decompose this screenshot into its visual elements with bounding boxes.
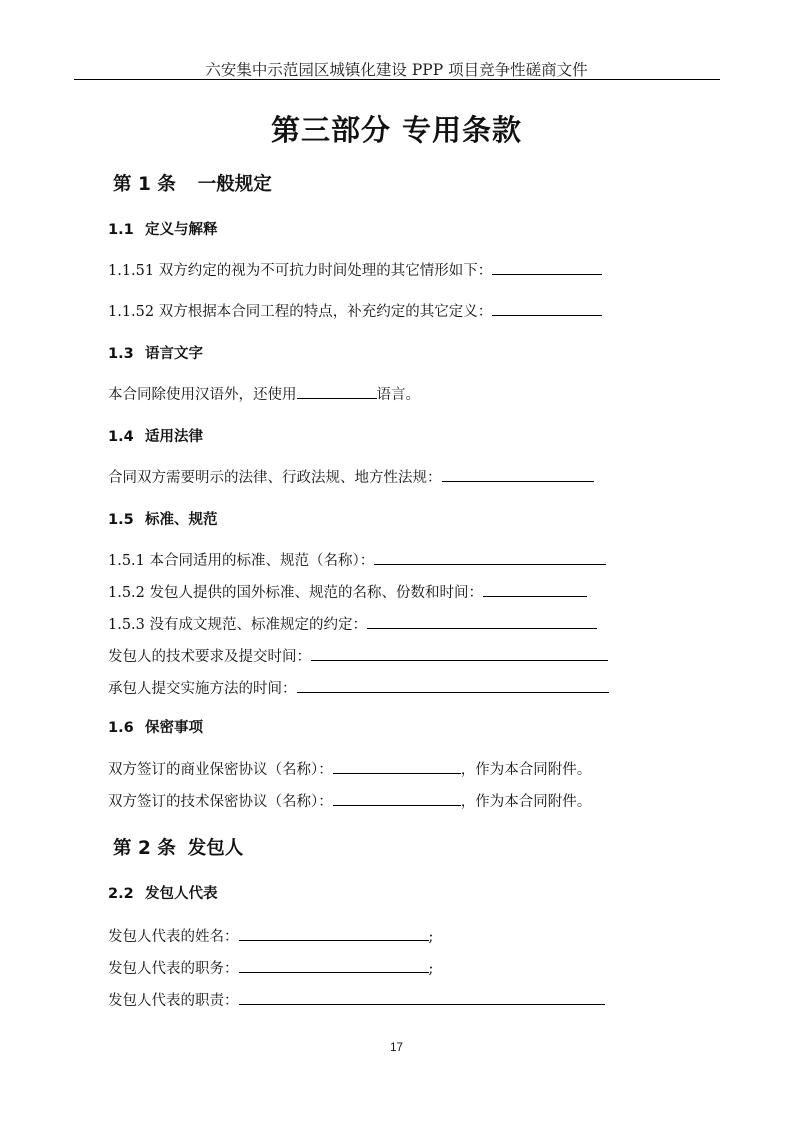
- clause-commercial-confidentiality: [108, 758, 591, 779]
- section-title: 标准、规范: [145, 512, 218, 528]
- section-title: 发包人代表: [145, 886, 218, 902]
- clause-1-1-52: [108, 300, 602, 321]
- fill-blank[interactable]: [492, 303, 602, 316]
- clause-text: 承包人提交实施方法的时间：: [108, 681, 297, 697]
- article-2-title: 发包人: [187, 838, 244, 859]
- clause-1-5-3: [108, 613, 597, 634]
- section-number: 1.3: [108, 346, 134, 362]
- section-number: 2.2: [108, 886, 134, 902]
- clause-text: 发包人代表的姓名：: [108, 929, 239, 945]
- section-2-2-heading: [108, 882, 218, 903]
- article-1-heading: [113, 170, 272, 196]
- page-header: 六安集中示范园区城镇化建设 PPP 项目竞争性磋商文件: [205, 61, 588, 79]
- clause-text: 1.5.2 发包人提供的国外标准、规范的名称、份数和时间：: [108, 585, 484, 601]
- fill-blank[interactable]: [239, 928, 429, 941]
- fill-blank[interactable]: [297, 386, 377, 399]
- clause-technical-requirements: [108, 645, 608, 666]
- section-title: 适用法律: [145, 429, 203, 445]
- clause-text-end: ，作为本合同附件。: [460, 762, 592, 778]
- section-1-6-heading: [108, 716, 203, 737]
- fill-blank[interactable]: [333, 761, 461, 774]
- clause-employer-rep-title: [108, 957, 433, 978]
- fill-blank[interactable]: [492, 262, 602, 275]
- section-1-3-heading: [108, 342, 203, 363]
- section-1-5-heading: [108, 508, 218, 529]
- fill-blank[interactable]: [297, 680, 609, 693]
- section-1-4-heading: [108, 425, 203, 446]
- clause-text: 双方签订的商业保密协议（名称）：: [108, 762, 333, 778]
- section-title: 保密事项: [145, 720, 203, 736]
- clause-text: 合同双方需要明示的法律、行政法规、地方性法规：: [108, 470, 442, 486]
- clause-text: 发包人代表的职责：: [108, 993, 239, 1009]
- section-number: 1.6: [108, 720, 134, 736]
- article-2-heading: [113, 834, 243, 860]
- clause-implementation-time: [108, 677, 609, 698]
- clause-employer-rep-duties: [108, 989, 605, 1010]
- fill-blank[interactable]: [239, 992, 605, 1005]
- fill-blank[interactable]: [367, 616, 597, 629]
- section-number: 1.4: [108, 429, 134, 445]
- clause-text: 双方签订的技术保密协议（名称）：: [108, 794, 333, 810]
- fill-blank[interactable]: [333, 793, 461, 806]
- article-2-label: 第 2 条: [113, 838, 176, 859]
- fill-blank[interactable]: [311, 648, 608, 661]
- header-rule: [74, 79, 720, 80]
- section-title: 语言文字: [145, 346, 203, 362]
- clause-text: 1.5.3 没有成文规范、标准规定的约定：: [108, 617, 368, 633]
- fill-blank[interactable]: [483, 584, 587, 597]
- clause-1-1-51: [108, 259, 602, 280]
- clause-text: 发包人代表的职务：: [108, 961, 239, 977]
- semicolon: ;: [428, 929, 434, 945]
- fill-blank[interactable]: [442, 469, 594, 482]
- fill-blank[interactable]: [374, 552, 606, 565]
- section-number: 1.5: [108, 512, 134, 528]
- clause-1-4: [108, 466, 594, 487]
- article-1-label: 第 1 条: [113, 174, 176, 195]
- clause-text: 1.5.1 本合同适用的标准、规范（名称）：: [108, 553, 375, 569]
- section-1-1-heading: [108, 218, 218, 239]
- clause-1-5-1: [108, 549, 606, 570]
- clause-text: 1.1.52 双方根据本合同工程的特点，补充约定的其它定义：: [108, 304, 493, 320]
- clause-1-3: [108, 383, 420, 404]
- clause-employer-rep-name: [108, 925, 433, 946]
- page-number: 17: [390, 1042, 403, 1054]
- article-1-title: 一般规定: [197, 174, 272, 195]
- clause-text: 本合同除使用汉语外，还使用: [108, 387, 297, 403]
- clause-text: 发包人的技术要求及提交时间：: [108, 649, 311, 665]
- clause-1-5-2: [108, 581, 587, 602]
- clause-text-end: 语言。: [376, 387, 420, 403]
- fill-blank[interactable]: [239, 960, 429, 973]
- clause-text: 1.1.51 双方约定的视为不可抗力时间处理的其它情形如下：: [108, 263, 493, 279]
- section-title: 定义与解释: [145, 222, 218, 238]
- semicolon: ;: [428, 961, 434, 977]
- section-number: 1.1: [108, 222, 134, 238]
- clause-technical-confidentiality: [108, 790, 591, 811]
- part-title: 第三部分 专用条款: [270, 113, 523, 147]
- clause-text-end: ，作为本合同附件。: [460, 794, 592, 810]
